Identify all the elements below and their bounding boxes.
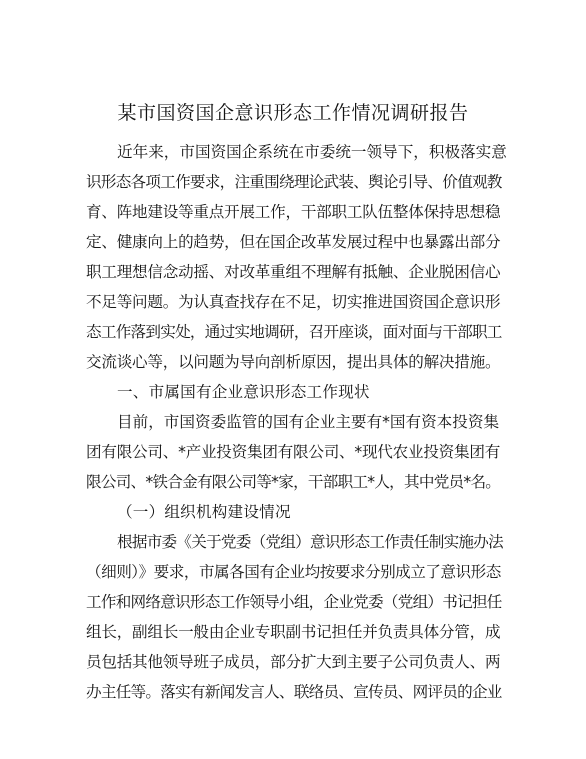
intro-line-1: 近年来，市国资国企系统在市委统一领导下，积极落实意 — [117, 143, 507, 161]
intro-line-7: 态工作落到实处，通过实地调研，召开座谈，面对面与干部职工 — [86, 323, 502, 341]
intro-line-4: 定、健康向上的趋势，但在国企改革发展过程中也暴露出部分 — [86, 233, 501, 251]
document-title: 某市国资国企意识形态工作情况调研报告 — [117, 102, 469, 124]
intro-line-6: 不足等问题。为认真查找存在不足，切实推进国资国企意识形 — [86, 293, 501, 311]
intro-line-3: 育、阵地建设等重点开展工作，干部职工队伍整体保持思想稳 — [86, 203, 501, 221]
subsection-line-4: 组长，副组长一般由企业专职副书记担任并负责具体分管，成 — [86, 623, 501, 641]
section-line-2: 团有限公司、*产业投资集团有限公司、*现代农业投资集团有 — [86, 443, 501, 461]
intro-line-5: 职工理想信念动摇、对改革重组不理解有抵触、企业脱困信心 — [86, 263, 501, 281]
subsection-line-1: 根据市委《关于党委（党组）意识形态工作责任制实施办法 — [117, 533, 503, 551]
section-heading: 一、市属国有企业意识形态工作现状 — [117, 383, 370, 401]
intro-line-2: 识形态各项工作要求，注重围绕理论武装、舆论引导、价值观教 — [86, 173, 502, 191]
subsection-line-2: （细则）》要求，市属各国有企业均按要求分别成立了意识形态 — [86, 563, 501, 581]
subsection-heading: （一）组织机构建设情况 — [117, 503, 291, 521]
subsection-line-5: 员包括其他领导班子成员，部分扩大到主要子公司负责人、两 — [86, 653, 501, 671]
subsection-line-6: 办主任等。落实有新闻发言人、联络员、宣传员、网评员的企业 — [86, 683, 502, 701]
subsection-line-3: 工作和网络意识形态工作领导小组，企业党委（党组）书记担任 — [86, 593, 502, 611]
section-line-3: 限公司、*铁合金有限公司等*家，干部职工*人，其中党员*名。 — [86, 473, 501, 491]
intro-line-8: 交流谈心等，以问题为导向剖析原因，提出具体的解决措施。 — [86, 353, 501, 371]
section-line-1: 目前，市国资委监管的国有企业主要有*国有资本投资集 — [117, 413, 500, 431]
